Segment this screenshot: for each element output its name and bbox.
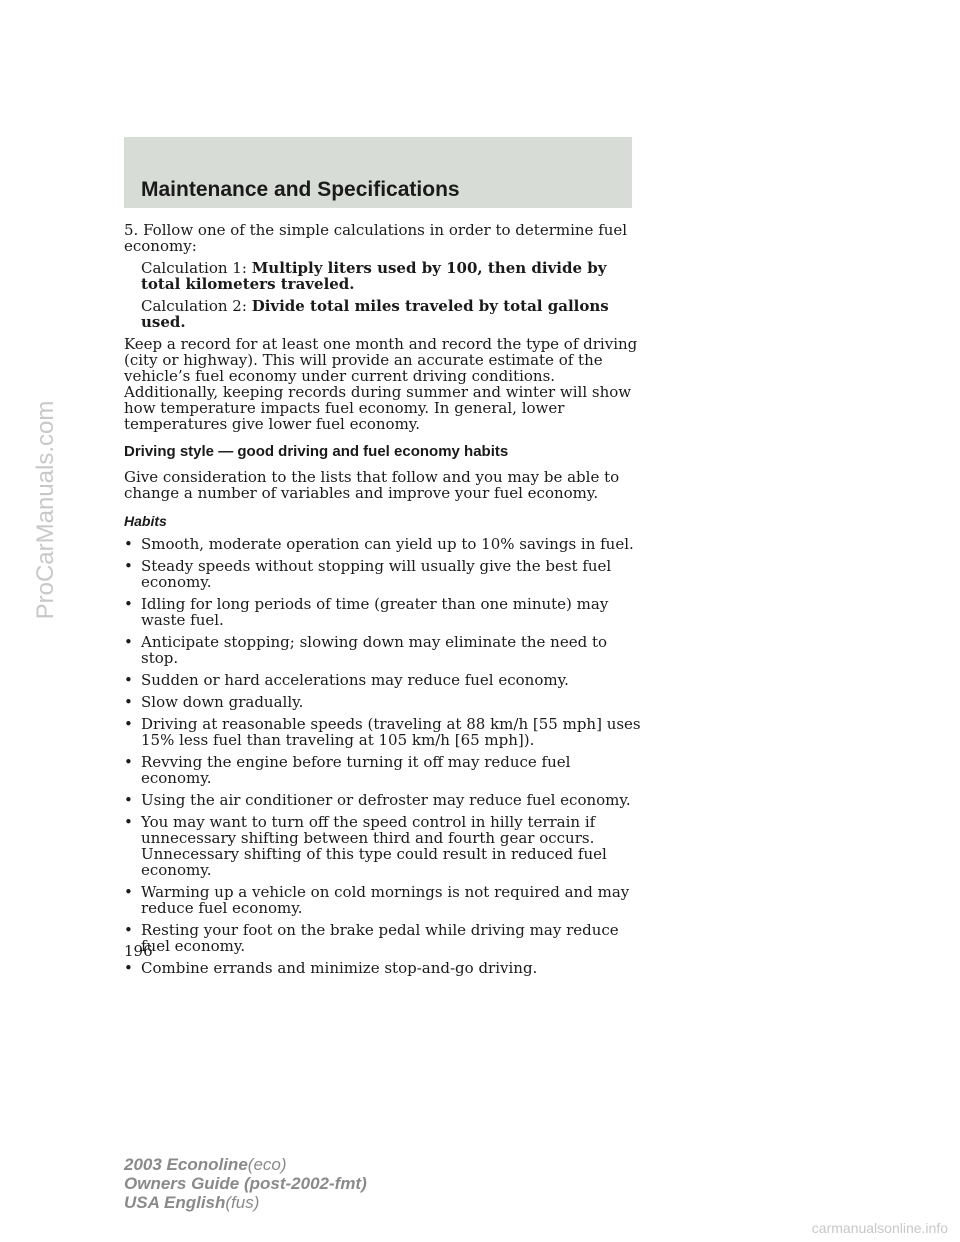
- watermark-text: ProCarManuals.com: [32, 400, 59, 620]
- list-item: [124, 754, 644, 786]
- footer-model-code: (eco): [247, 1155, 287, 1174]
- bullet-icon: •: [124, 595, 133, 613]
- bullet-icon: •: [124, 813, 133, 831]
- bullet-icon: •: [124, 693, 133, 711]
- footer-model: 2003 Econoline: [124, 1155, 248, 1174]
- calculation-2-text: Divide total miles traveled by total gallons used.: [141, 297, 609, 331]
- list-item-text: Idling for long periods of time (greater than one minute) may waste fuel.: [141, 595, 609, 629]
- calculation-1-text: Multiply liters used by 100, then divide by total kilometers traveled.: [141, 259, 607, 293]
- list-item-text: You may want to turn off the speed control in hilly terrain if unnecessary shifting between third and fourth gear occurs. Unnecessary shifting of this type could result in reduced fuel economy.: [141, 813, 607, 879]
- driving-style-intro: Give consideration to the lists that follow and you may be able to change a number of variables and improve your fuel economy.: [124, 468, 620, 502]
- step-5-intro: 5. Follow one of the simple calculations in order to determine fuel economy:: [124, 221, 628, 255]
- list-item: [124, 884, 644, 916]
- list-item: [124, 536, 644, 552]
- list-item: [124, 960, 644, 976]
- list-item-text: Steady speeds without stopping will usually give the best fuel economy.: [141, 557, 612, 591]
- page-number: 196: [124, 942, 153, 960]
- list-item-text: Driving at reasonable speeds (traveling at 88 km/h [55 mph] uses 15% less fuel than traveling at 105 km/h [65 mph]).: [141, 715, 641, 749]
- list-item: [124, 694, 644, 710]
- list-item: [124, 558, 644, 590]
- list-item: [124, 716, 644, 748]
- habits-heading: Habits: [124, 513, 167, 529]
- calculation-1-label: Calculation 1:: [141, 259, 247, 277]
- calculation-2: [124, 298, 644, 330]
- calculation-2-label: Calculation 2:: [141, 297, 247, 315]
- list-item-text: Anticipate stopping; slowing down may eliminate the need to stop.: [141, 633, 608, 667]
- list-item-text: Warming up a vehicle on cold mornings is not required and may reduce fuel economy.: [141, 883, 630, 917]
- habits-list: [124, 536, 644, 976]
- page-content: [124, 222, 644, 982]
- bullet-icon: •: [124, 791, 133, 809]
- list-item-text: Combine errands and minimize stop-and-go driving.: [141, 959, 538, 977]
- list-item: [124, 814, 644, 878]
- calculation-1: [124, 260, 644, 292]
- bullet-icon: •: [124, 959, 133, 977]
- footer-guide: Owners Guide (post-2002-fmt): [124, 1174, 367, 1193]
- footer-model-line: [124, 1155, 367, 1174]
- bullet-icon: •: [124, 715, 133, 733]
- list-item: [124, 672, 644, 688]
- list-item: [124, 596, 644, 628]
- section-title: Maintenance and Specifications: [141, 178, 460, 201]
- bullet-icon: •: [124, 557, 133, 575]
- document-footer: [124, 1155, 367, 1212]
- record-paragraph: Keep a record for at least one month and record the type of driving (city or highway). This will provide an accurate estimate of the vehicle’s fuel economy under current driving conditions. Additionally, keeping records during summer and winter will show how temperature impacts fuel economy. In general, lower temperatures give lower fuel economy.: [124, 335, 638, 433]
- bullet-icon: •: [124, 753, 133, 771]
- list-item: [124, 634, 644, 666]
- list-item-text: Sudden or hard accelerations may reduce fuel economy.: [141, 671, 569, 689]
- list-item: [124, 792, 644, 808]
- list-item: [124, 922, 644, 954]
- bullet-icon: •: [124, 883, 133, 901]
- footer-guide-line: [124, 1174, 367, 1193]
- list-item-text: Slow down gradually.: [141, 693, 304, 711]
- bullet-icon: •: [124, 633, 133, 651]
- bullet-icon: •: [124, 671, 133, 689]
- list-item-text: Using the air conditioner or defroster may reduce fuel economy.: [141, 791, 631, 809]
- driving-style-heading: Driving style — good driving and fuel economy habits: [124, 443, 509, 460]
- footer-language: USA English: [124, 1193, 226, 1212]
- list-item-text: Resting your foot on the brake pedal while driving may reduce fuel economy.: [141, 921, 619, 955]
- list-item-text: Smooth, moderate operation can yield up to 10% savings in fuel.: [141, 535, 634, 553]
- bullet-icon: •: [124, 921, 133, 939]
- footer-language-line: [124, 1193, 367, 1212]
- footer-language-code: (fus): [225, 1193, 260, 1212]
- bullet-icon: •: [124, 535, 133, 553]
- list-item-text: Revving the engine before turning it off may reduce fuel economy.: [141, 753, 571, 787]
- site-watermark: carmanualsonline.info: [811, 1220, 948, 1236]
